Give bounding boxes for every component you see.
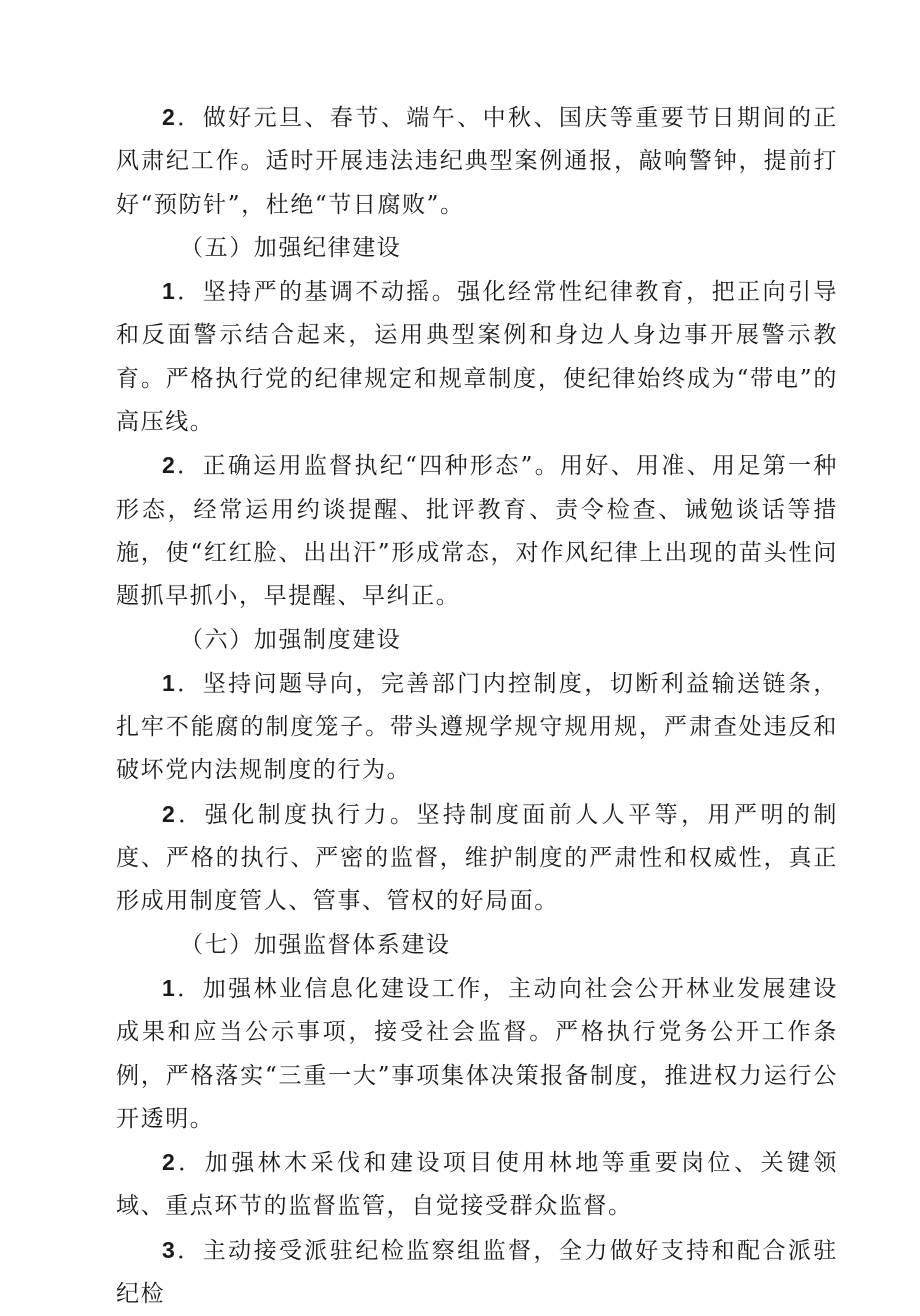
paragraph-text: ．坚持问题导向，完善部门内控制度，切断利益输送链条，扎牢不能腐的制度笼子。带头遵规学规守规用规，严肃查处违反和破坏党内法规制度的行为。: [116, 670, 838, 784]
paragraph-text: ．主动接受派驻纪检监察组监督，全力做好支持和配合派驻纪检: [116, 1237, 838, 1308]
item-number: 2: [162, 452, 177, 479]
item-number: 1: [162, 278, 177, 305]
paragraph-execution: [116, 793, 838, 924]
item-number: 2: [162, 1149, 177, 1176]
item-number: 3: [162, 1236, 177, 1263]
section-heading-discipline: （五）加强纪律建设: [180, 234, 402, 261]
item-number: 2: [162, 800, 177, 827]
paragraph-problem-oriented: [116, 662, 838, 793]
paragraph-inspection-group: [116, 1229, 838, 1316]
section-heading-institution: （六）加强制度建设: [180, 626, 402, 653]
paragraph-four-forms: [116, 444, 838, 618]
item-number: 1: [162, 669, 177, 696]
paragraph-text: ．正确运用监督执纪“四种形态”。用好、用准、用足第一种形态，经常运用约谈提醒、批评教育、责令检查、诫勉谈话等措施，使“红红脸、出出汗”形成常态，对作风纪律上出现的苗头性问题抓早抓小，早提醒、早纠正。: [116, 453, 838, 610]
item-number: 2: [162, 104, 177, 130]
paragraph-informatization: [116, 967, 838, 1141]
paragraph-text: ．强化制度执行力。坚持制度面前人人平等，用严明的制度、严格的执行、严密的监督，维护制度的严肃性和权威性，真正形成用制度管人、管事、管权的好局面。: [116, 801, 838, 915]
section-heading-supervision: （七）加强监督体系建设: [180, 931, 451, 958]
paragraph-key-posts: [116, 1141, 838, 1229]
paragraph-text: ．坚持严的基调不动摇。强化经常性纪律教育，把正向引导和反面警示结合起来，运用典型案例和身边人身边事开展警示教育。严格执行党的纪律规定和规章制度，使纪律始终成为“带电”的高压线。: [116, 279, 838, 436]
document-body: [116, 96, 838, 1316]
paragraph-holiday-discipline: [116, 96, 838, 227]
paragraph-strict-tone: [116, 270, 838, 444]
paragraph-text: ．加强林木采伐和建设项目使用林地等重要岗位、关键领域、重点环节的监督监管，自觉接受群众监督。: [116, 1150, 838, 1220]
paragraph-text: ．做好元旦、春节、端午、中秋、国庆等重要节日期间的正风肃纪工作。适时开展违法违纪典型案例通报，敲响警钟，提前打好“预防针”，杜绝“节日腐败”。: [116, 105, 838, 218]
item-number: 1: [162, 974, 177, 1001]
paragraph-text: ．加强林业信息化建设工作，主动向社会公开林业发展建设成果和应当公示事项，接受社会监督。严格执行党务公开工作条例，严格落实“三重一大”事项集体决策报备制度，推进权力运行公开透明。: [116, 975, 838, 1132]
